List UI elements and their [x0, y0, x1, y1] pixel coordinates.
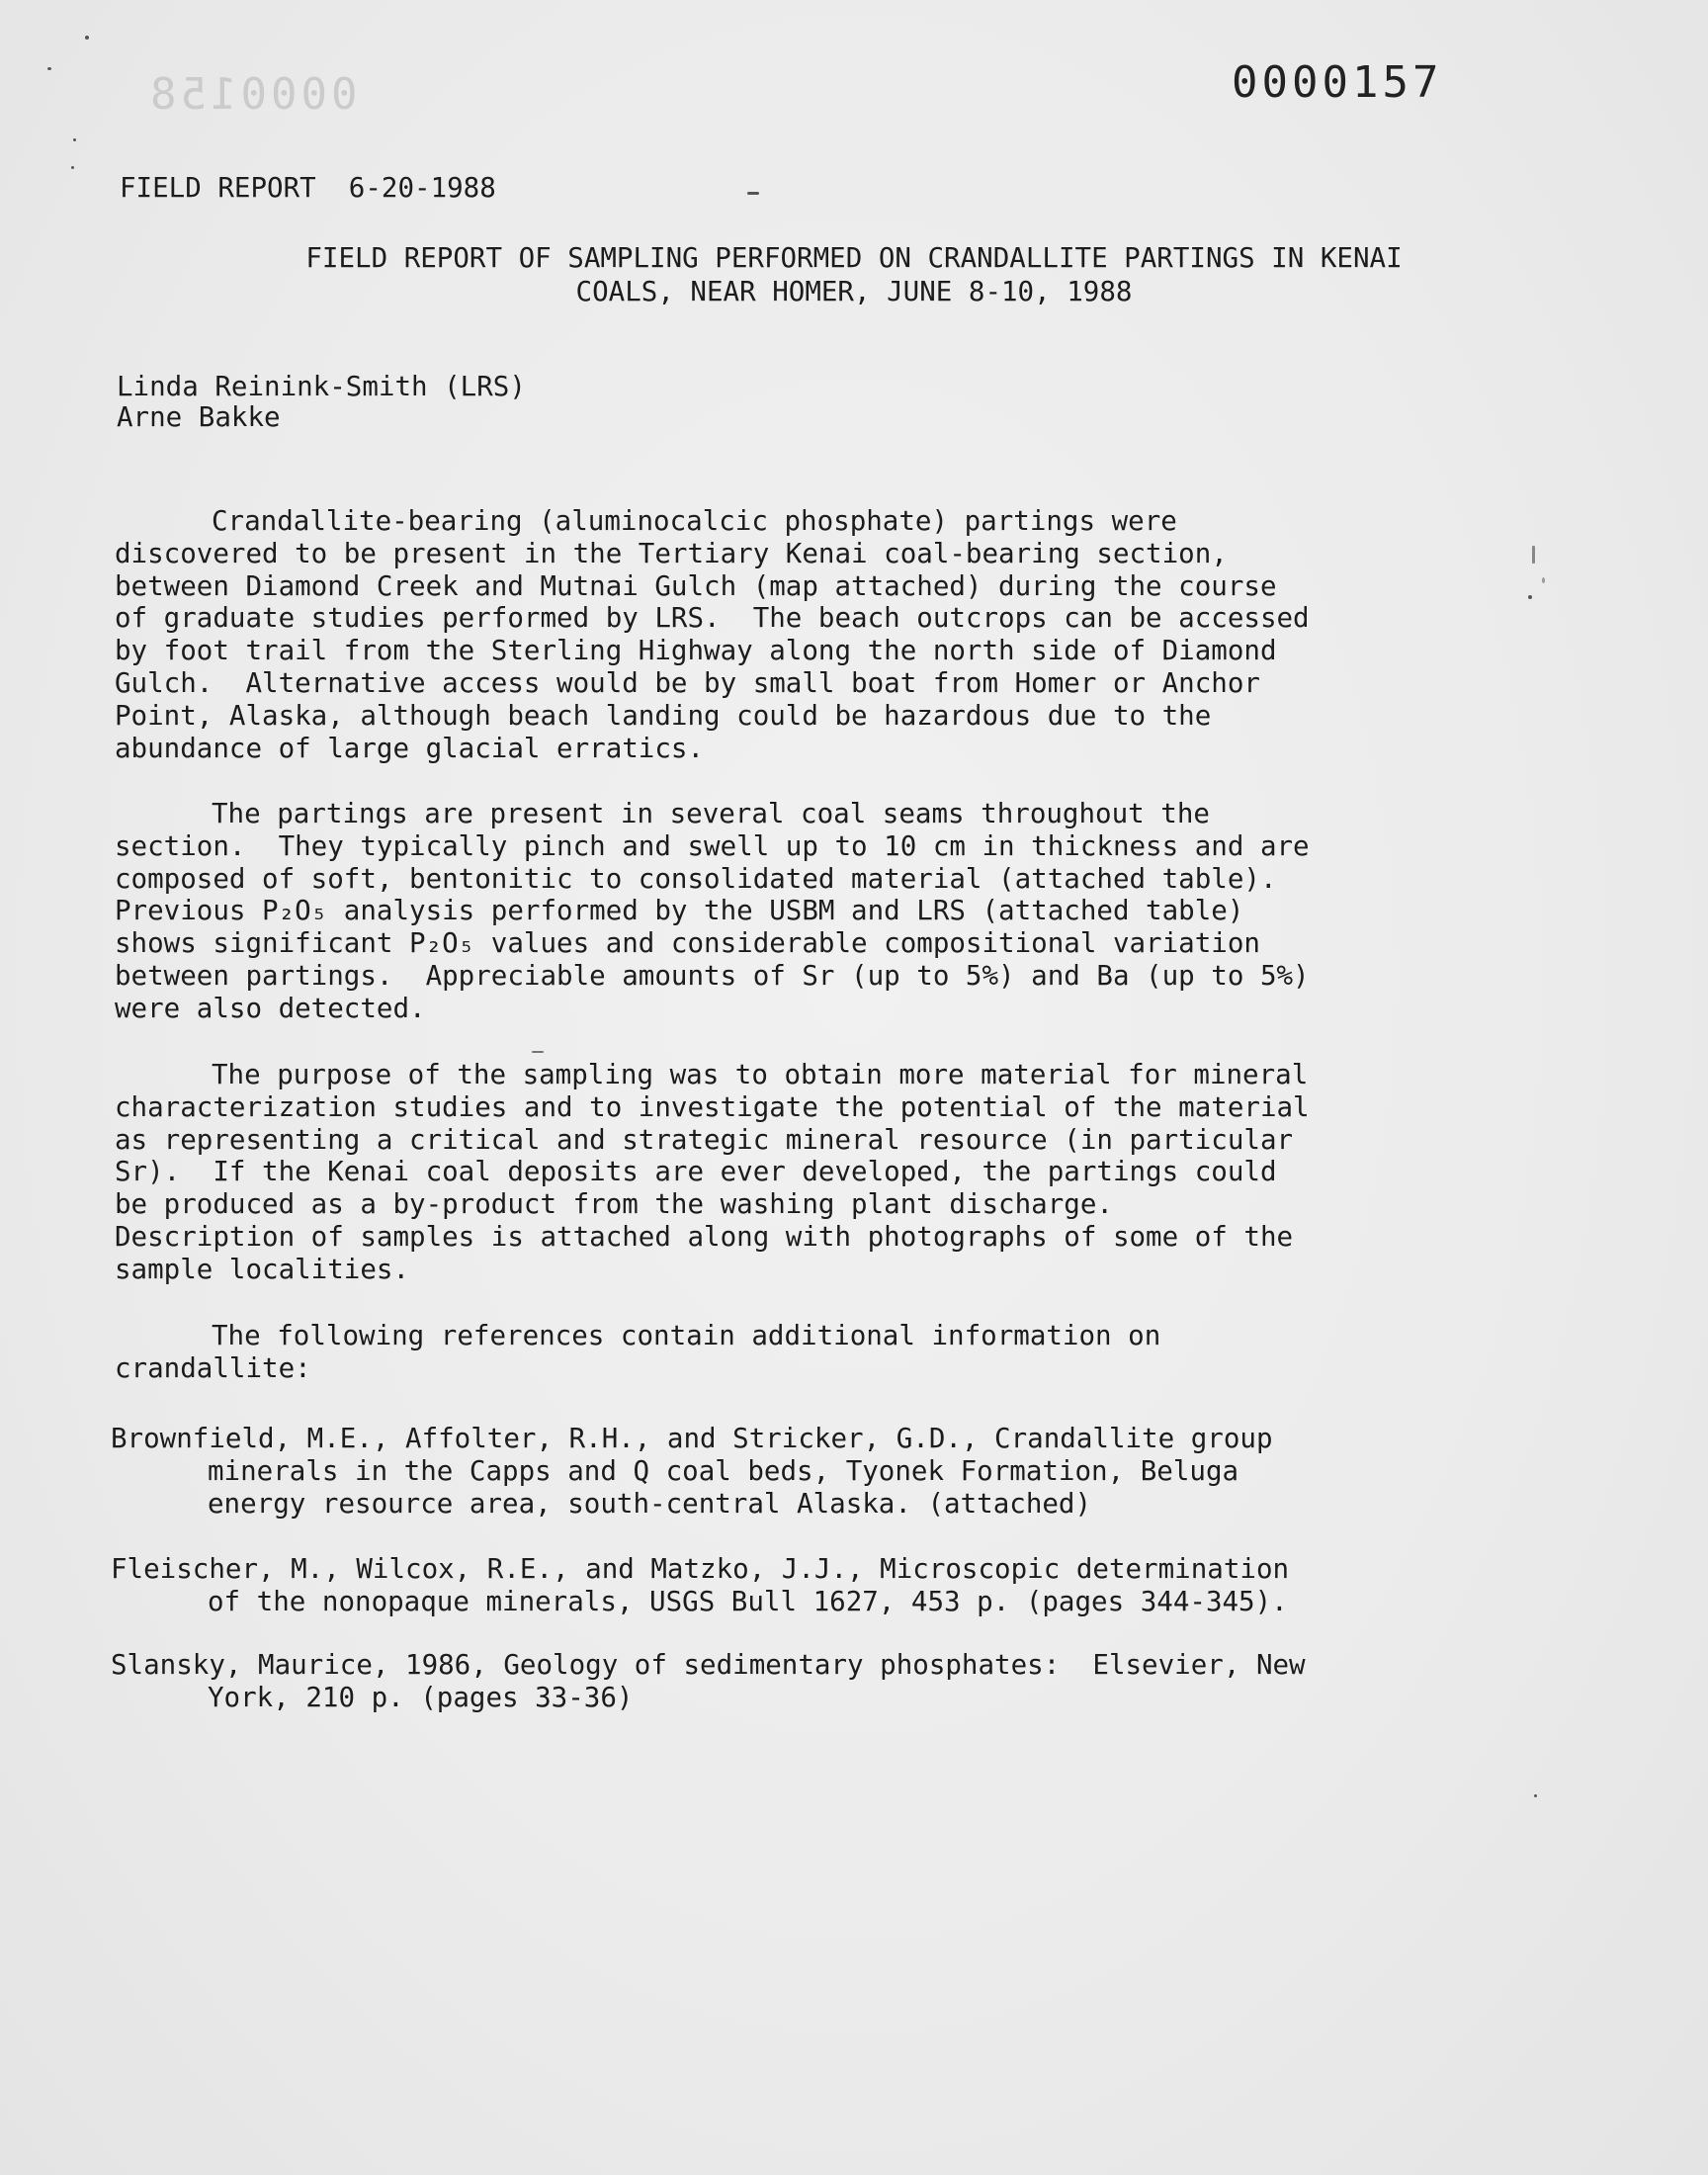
paragraph-line: Sr). If the Kenai coal deposits are ever developed, the partings could	[115, 1156, 1277, 1188]
scan-speck	[747, 192, 759, 195]
reference-line: Slansky, Maurice, 1986, Geology of sedimentary phosphates: Elsevier, New	[111, 1649, 1306, 1681]
reference-entry	[111, 1649, 1306, 1714]
paragraph-line: section. They typically pinch and swell up to 10 cm in thickness and are	[115, 829, 1310, 862]
scan-speck	[73, 138, 76, 141]
paragraph-line: be produced as a by-product from the washing plant discharge.	[115, 1188, 1113, 1221]
body-paragraph	[115, 1320, 1160, 1385]
paragraph-line: The following references contain additional information on	[212, 1320, 1161, 1351]
paragraph-line: sample localities.	[115, 1253, 410, 1285]
scan-speck	[1528, 595, 1532, 599]
scan-speck	[1542, 577, 1545, 583]
author-name: Arne Bakke	[117, 401, 281, 433]
paragraph-line: shows significant P₂O₅ values and considerable compositional variation	[115, 927, 1260, 960]
reference-line: Brownfield, M.E., Affolter, R.H., and Stricker, G.D., Crandallite group	[111, 1423, 1273, 1454]
reference-entry	[111, 1553, 1289, 1618]
reference-line: Fleischer, M., Wilcox, R.E., and Matzko, J.J., Microscopic determination	[111, 1553, 1290, 1585]
report-title-line-1: FIELD REPORT OF SAMPLING PERFORMED ON CRANDALLITE PARTINGS IN KENAI	[305, 242, 1403, 274]
report-date-line: FIELD REPORT 6-20-1988	[120, 172, 496, 204]
author-name: Linda Reinink-Smith (LRS)	[117, 371, 526, 402]
body-paragraph	[115, 505, 1310, 764]
paragraph-line: Description of samples is attached along with photographs of some of the	[115, 1220, 1294, 1253]
scan-speck	[47, 67, 51, 70]
paragraph-line: of graduate studies performed by LRS. The beach outcrops can be accessed	[115, 602, 1310, 635]
paragraph-line: discovered to be present in the Tertiary Kenai coal-bearing section,	[115, 537, 1228, 569]
paragraph-line: The purpose of the sampling was to obtain more material for mineral	[212, 1059, 1309, 1090]
paragraph-line: Point, Alaska, although beach landing could be hazardous due to the	[115, 699, 1212, 732]
paragraph-line: between partings. Appreciable amounts of Sr (up to 5%) and Ba (up to 5%)	[115, 959, 1310, 992]
paragraph-line: composed of soft, bentonitic to consolidated material (attached table).	[115, 862, 1277, 895]
scan-speck	[1532, 546, 1535, 564]
body-paragraph	[115, 1059, 1310, 1286]
paragraph-line: The partings are present in several coal seams throughout the	[212, 798, 1210, 829]
document-number: 0000157	[1232, 57, 1443, 108]
paragraph-line: crandallite:	[115, 1351, 311, 1384]
scan-speck	[71, 166, 74, 169]
paragraph-line: between Diamond Creek and Mutnai Gulch (map attached) during the course	[115, 569, 1277, 602]
paragraph-line: as representing a critical and strategic mineral resource (in particular	[115, 1123, 1294, 1156]
body-paragraph	[115, 798, 1310, 1025]
paragraph-line: by foot trail from the Sterling Highway along the north side of Diamond	[115, 635, 1277, 667]
scan-speck	[85, 36, 89, 40]
paragraph-line: Crandallite-bearing (aluminocalcic phosphate) partings were	[212, 505, 1177, 537]
reference-line: energy resource area, south-central Alaska. (attached)	[208, 1487, 1092, 1520]
scan-speck	[1534, 1794, 1537, 1797]
paragraph-line: were also detected.	[115, 992, 426, 1024]
reference-line: of the nonopaque minerals, USGS Bull 1627, 453 p. (pages 344-345).	[208, 1585, 1288, 1617]
report-title-line-2: COALS, NEAR HOMER, JUNE 8-10, 1988	[575, 276, 1133, 307]
reference-line: York, 210 p. (pages 33-36)	[208, 1681, 634, 1713]
reference-line: minerals in the Capps and Q coal beds, Tyonek Formation, Beluga	[208, 1454, 1239, 1487]
paragraph-line: Previous P₂O₅ analysis performed by the USBM and LRS (attached table)	[115, 895, 1244, 927]
scan-speck	[532, 1051, 544, 1053]
paragraph-line: Gulch. Alternative access would be by small boat from Homer or Anchor	[115, 666, 1260, 699]
bleed-through-doc-number: 0000158	[146, 69, 358, 120]
paragraph-line: abundance of large glacial erratics.	[115, 732, 705, 764]
paragraph-line: characterization studies and to investigate the potential of the material	[115, 1090, 1310, 1123]
reference-entry	[111, 1423, 1273, 1520]
